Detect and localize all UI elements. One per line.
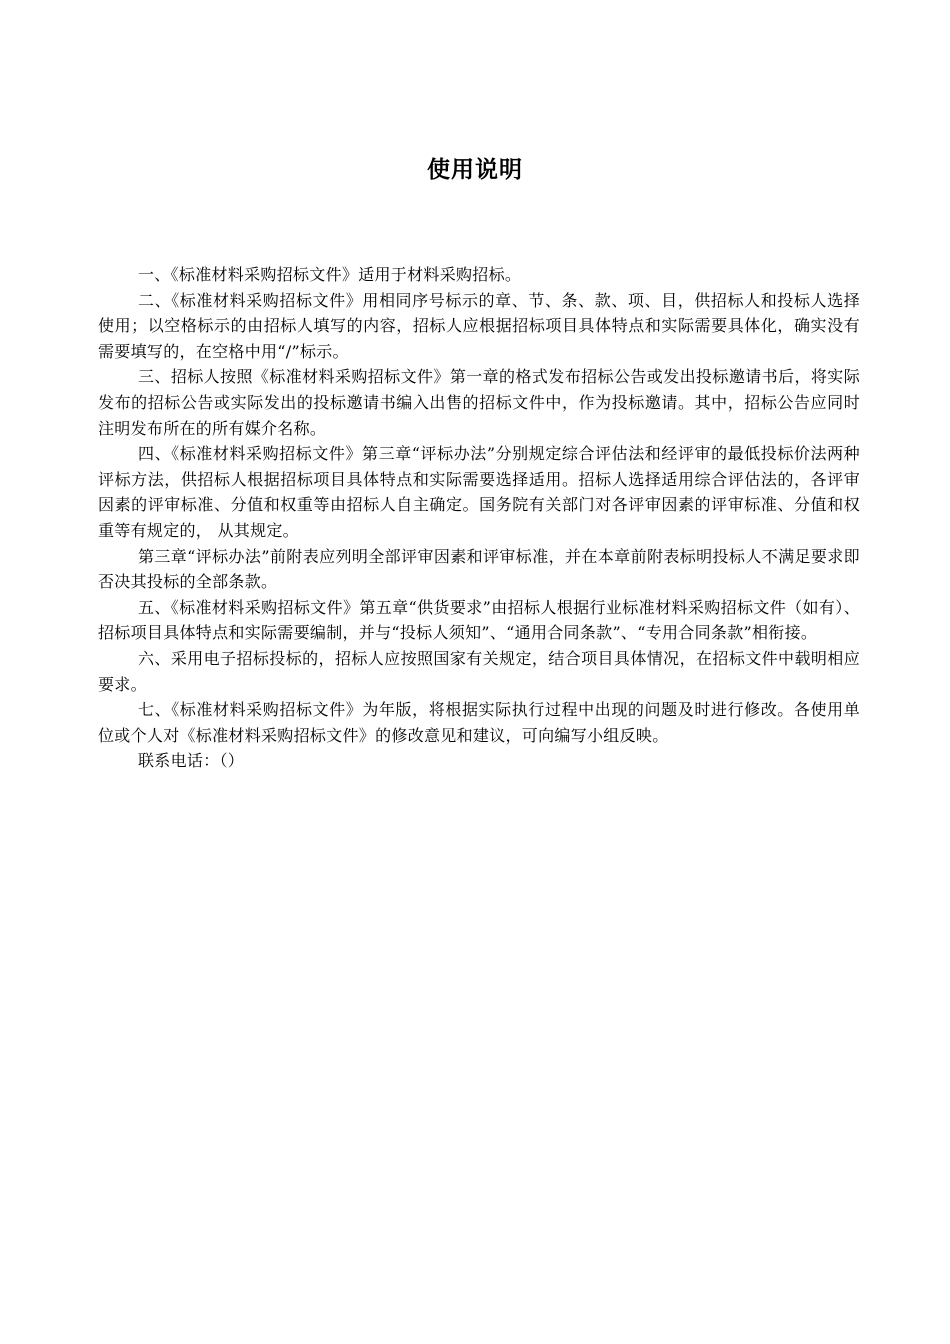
paragraph-7: 七、《标准材料采购招标文件》为年版，将根据实际执行过程中出现的问题及时进行修改。各使用单位或个人对《标准材料采购招标文件》的修改意见和建议，可向编写小组反映。 [98, 700, 860, 745]
paragraph-2: 二、《标准材料采购招标文件》用相同序号标示的章、节、条、款、项、目，供招标人和投标人选择使用；以空格标示的由招标人填写的内容，招标人应根据招标项目具体特点和实际需要具体化，确实没有需要填写的，在空格中用“/”标示。 [98, 290, 860, 361]
paragraph-3: 三、招标人按照《标准材料采购招标文件》第一章的格式发布招标公告或发出投标邀请书后，将实际发布的招标公告或实际发出的投标邀请书编入出售的招标文件中，作为投标邀请。其中，招标公告应同时注明发布所在的所有媒介名称。 [98, 367, 860, 438]
contact-phone: 联系电话：（） [138, 751, 245, 771]
paragraph-5: 五、《标准材料采购招标文件》第五章“供货要求”由招标人根据行业标准材料采购招标文件（如有）、招标项目具体特点和实际需要编制，并与“投标人须知”、“通用合同条款”、“专用合同条款”相衔接。 [98, 597, 860, 643]
page-title: 使用说明 [427, 157, 523, 183]
instructions-body [98, 262, 860, 774]
paragraph-6: 六、采用电子招标投标的，招标人应按照国家有关规定，结合项目具体情况，在招标文件中载明相应要求。 [98, 648, 860, 694]
paragraph-4-note: 第三章“评标办法”前附表应列明全部评审因素和评审标准，并在本章前附表标明投标人不满足要求即否决其投标的全部条款。 [98, 546, 860, 592]
paragraph-1: 一、《标准材料采购招标文件》适用于材料采购招标。 [138, 265, 522, 284]
paragraph-4: 四、《标准材料采购招标文件》第三章“评标办法”分别规定综合评估法和经评审的最低投标价法两种评标方法，供招标人根据招标项目具体特点和实际需要选择适用。招标人选择适用综合评估法的，各评审因素的评审标准、分值和权重等由招标人自主确定。国务院有关部门对各评审因素的评审标准、分值和权重等有规定的， 从其规定。 [98, 444, 860, 540]
